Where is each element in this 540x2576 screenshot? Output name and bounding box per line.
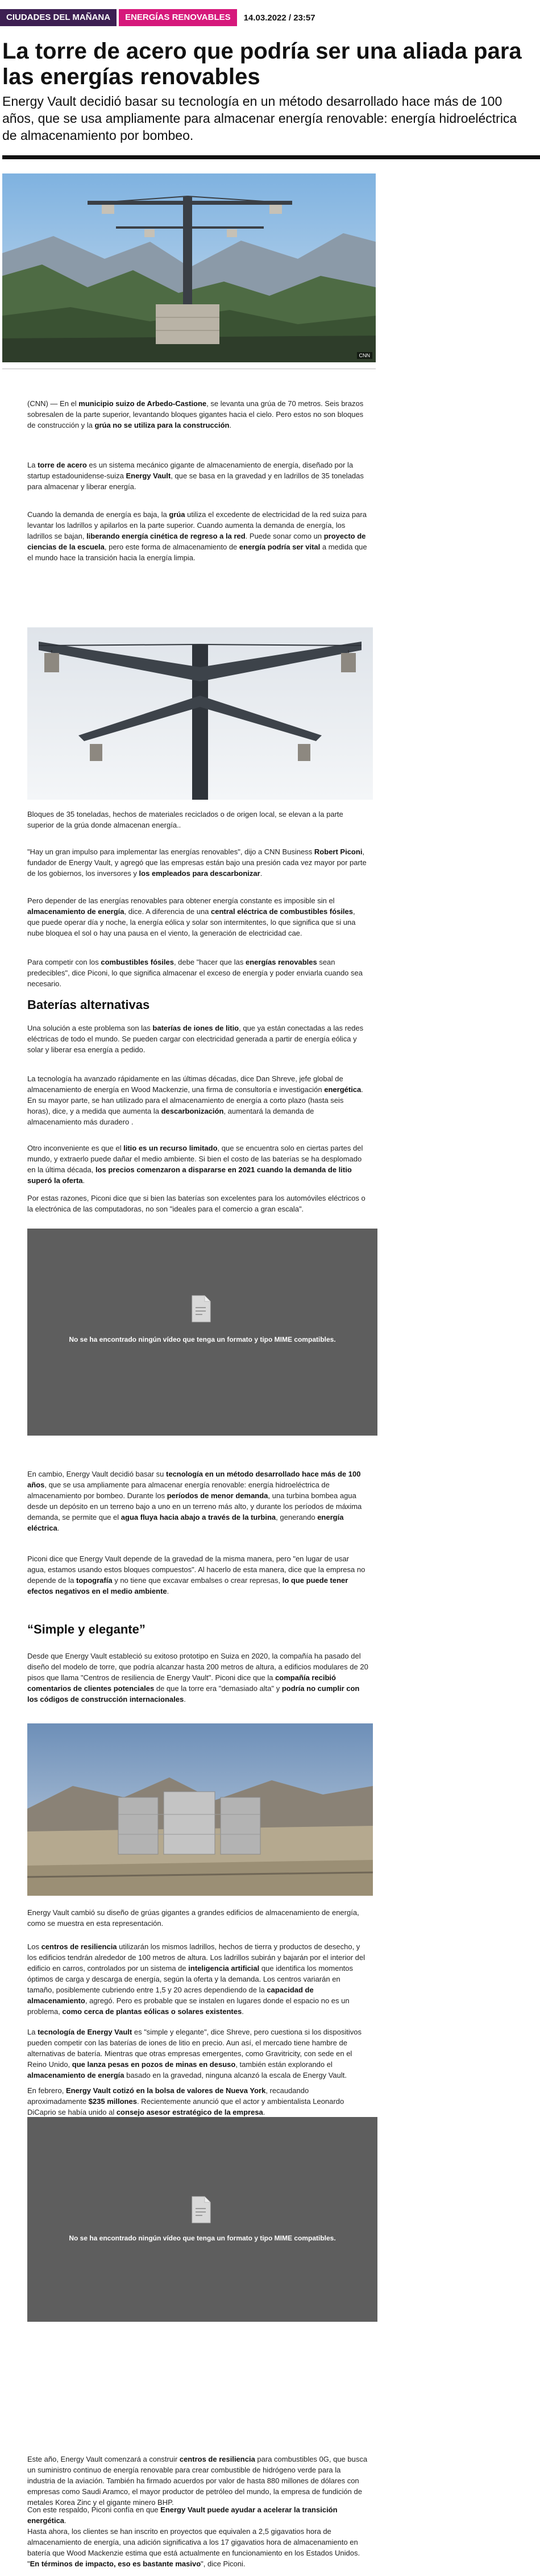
paragraph-11: Por estas razones, Piconi dice que si bien las baterías son excelentes para los automóviles eléctricos o la electrónica de las computadoras, no son "ideales para el comercio a gran escala". — [27, 1194, 365, 1213]
paragraph-2: La torre de acero es un sistema mecánico gigante de almacenamiento de energía, diseñado por la startup estadounidense-suiza Energy Vault, que se basa en la gravedad y en ladrillos de 35 toneladas para almacenar y liberar energía. — [27, 461, 364, 491]
paragraph-7: Para competir con los combustibles fósiles, debe "hacer que las energías renovables sean predecibles", dice Piconi, lo que significa almacenar el exceso de energía y poder enviarla cuando sea necesario. — [27, 958, 363, 988]
video-player-1[interactable] — [27, 1229, 377, 1436]
broken-file-icon — [190, 1295, 213, 1323]
paragraph-9: La tecnología ha avanzado rápidamente en las últimas décadas, dice Dan Shreve, jefe global de almacenamiento de energía en Wood Mackenzie, una firma de consultoría e investigación energética. En su mayor parte, se han utilizado para el almacenamiento de energía a corto plazo (hasta seis horas), dice, y a medida que aumenta la descarbonización, aumentará la demanda de almacenamiento más duradero . — [27, 1074, 363, 1126]
paragraph-12: En cambio, Energy Vault decidió basar su tecnología en un método desarrollado hace más de 100 años, que se usa ampliamente para almacenar energía renovable: energía hidroeléctrica de almacenamiento por bombeo. Durante los períodos de menor demanda, una turbina bombea agua desde un depósito en un terreno bajo a uno en un terreno más alto, y durante los períodos de máxima demanda, se permite que el agua fluya hacia abajo a través de la turbina, generando energía eléctrica. — [27, 1470, 362, 1532]
paragraph-1: (CNN) — En el municipio suizo de Arbedo-Castione, se levanta una grúa de 70 metros. Seis brazos sobresalen de la parte superior, levantando bloques gigantes hacia el cielo. Pero estos no son bloques de construcción y la grúa no se utiliza para la construcción. — [27, 399, 364, 429]
paragraph-8: Una solución a este problema son las baterías de iones de litio, que ya están conectadas a las redes eléctricas de todo el mundo. Se pueden cargar con electricidad generada a partir de energía eólica y solar y liberar esa energía a pedido. — [27, 1024, 364, 1054]
section-heading-baterias: Baterías alternativas — [27, 998, 150, 1012]
paragraph-14: Desde que Energy Vault estableció su exitoso prototipo en Suiza en 2020, la compañía ha pasado del diseño del modelo de torre, que podría alcanzar hasta 200 metros de altura, a edificios modulares de 20 pisos que llama "Centros de resiliencia de Energy Vault". Piconi dice que la compañía recibió comentarios de clientes potenciales de que la torre era "demasiado alta" y podría no cumplir con los códigos de construcción internacionales. — [27, 1652, 368, 1703]
paragraph-10: Otro inconveniente es que el litio es un recurso limitado, que se encuentra solo en ciertas partes del mundo, y extraerlo puede dañar el medio ambiente. Si bien el costo de las baterías se ha desplomado en la última década, los precios comenzaron a dispararse en 2021 cuando la demanda de litio superó la oferta. — [27, 1144, 363, 1185]
image-caption-blocks: Bloques de 35 toneladas, hechos de materiales reciclados o de origen local, se elevan a la parte superior de la grúa donde almacenan energía.. — [27, 810, 343, 829]
paragraph-19: Este año, Energy Vault comenzará a construir centros de resiliencia para combustibles 0G, que busca un suministro continuo de energía renovable para crear combustible de hidrógeno verde para la industria de la aviación. También ha firmado acuerdos por valor de hasta 880 millones de dólares con empresas como Saudi Aramco, el mayor productor de petróleo del mundo, la empresa de fundición de metales Korea Zinc y el gigante minero BHP. — [27, 2455, 368, 2507]
broken-file-icon — [190, 2195, 213, 2224]
paragraph-18: En febrero, Energy Vault cotizó en la bolsa de valores de Nueva York, recaudando aproximadamente $235 millones. Recientemente anunció que el actor y ambientalista Leonardo DiCaprio se había unido al consejo asesor estratégico de la empresa. — [27, 2086, 344, 2116]
video-error-message: No se ha encontrado ningún vídeo que tenga un formato y tipo MIME compatibles. — [69, 2234, 336, 2242]
image-caption-rendering: Energy Vault cambió su diseño de grúas gigantes a grandes edificios de almacenamiento de energía, como se muestra en esta representación. — [27, 1908, 359, 1928]
article-title: La torre de acero que podría ser una aliada para las energías renovables — [2, 39, 522, 89]
hero-image-crane-alps — [2, 173, 376, 362]
publish-date: 14.03.2022 / 23:57 — [243, 13, 315, 23]
paragraph-6: Pero depender de las energías renovables para obtener energía constante es imposible sin el almacenamiento de energía, dice. A diferencia de una central eléctrica de combustibles fósiles, que puede operar día y noche, la energía eólica y solar son intermitentes, lo que significa que si una nube bloquea el sol o hay una pausa en el viento, la generación de electricidad cae. — [27, 896, 356, 937]
paragraph-16: Los centros de resiliencia utilizarán los mismos ladrillos, hechos de tierra y productos de desecho, y los edificios tendrán alrededor de 100 metros de altura. Los ladrillos subirán y bajarán por el interior del edificio en carros, controlados por un sistema de inteligencia artificial que identifica los momentos óptimos de carga y descarga de energía, según la oferta y la demanda. Los centros variarán en tamaño, posiblemente cubriendo entre 1,5 y 20 acres dependiendo de la capacidad de almacenamiento, agregó. Pero es probable que se instalen en lugares donde el espacio no es un problema, como cerca de plantas eólicas o solares existentes. — [27, 1942, 365, 2016]
section-heading-simple: “Simple y elegante” — [27, 1622, 146, 1636]
paragraph-17: La tecnología de Energy Vault es "simple y elegante", dice Shreve, pero cuestiona si los dispositivos pueden competir con las baterías de iones de litio en precio. Aun así, el mercado tiene hambre de alternativas de batería. Mientras que otras empresas emergentes, como Gravitricity, con sede en el Reino Unido, que lanza pesas en pozos de minas en desuso, también están explorando el almacenamiento de energía basado en la gravedad, ninguna alcanzó la escala de Energy Vault. — [27, 2028, 362, 2079]
photo-credit: CNN — [357, 352, 373, 359]
resilience-center-rendering — [27, 1723, 373, 1896]
paragraph-5: "Hay un gran impulso para implementar las energías renovables", dijo a CNN Business Robert Piconi, fundador de Energy Vault, y agregó que las empresas están bajo una presión cada vez mayor por parte de los gobiernos, los inversores y los empleados para descarbonizar. — [27, 847, 367, 878]
category-tag-link[interactable]: ENERGÍAS RENOVABLES — [119, 9, 237, 26]
category-tag-bar — [0, 9, 315, 26]
section-tag-link[interactable]: CIUDADES DEL MAÑANA — [0, 9, 117, 26]
paragraph-21: Hasta ahora, los clientes se han inscrito en proyectos que equivalen a 2,5 gigavatios hora de almacenamiento de energía, una adición significativa a los 17 gigavatios hora de almacenamiento en batería que Wood Mackenzie estima que está actualmente en funcionamiento en los Estados Unidos. "En términos de impacto, eso es bastante masivo", dice Piconi. — [27, 2527, 360, 2568]
crane-arms-image — [27, 627, 373, 800]
header-divider — [2, 155, 540, 159]
article-lede: Energy Vault decidió basar su tecnología en un método desarrollado hace más de 100 años, que se usa ampliamente para almacenar energía renovable: energía hidroeléctrica de almacenamiento por bombeo. — [2, 94, 517, 143]
video-player-2[interactable] — [27, 2117, 377, 2322]
paragraph-3: Cuando la demanda de energía es baja, la grúa utiliza el excedente de electricidad de la red suiza para levantar los ladrillos y apilarlos en la parte superior. Cuando aumenta la demanda de energía, los ladrillos se bajan, liberando energía cinética de regreso a la red. Puede sonar como un proyecto de ciencias de la escuela, pero este forma de almacenamiento de energía podría ser vital a medida que el mundo hace la transición hacia la energía limpia. — [27, 510, 367, 562]
video-error-message: No se ha encontrado ningún vídeo que tenga un formato y tipo MIME compatibles. — [69, 1335, 336, 1343]
paragraph-13: Piconi dice que Energy Vault depende de la gravedad de la misma manera, pero "en lugar de usar agua, estamos usando estos bloques compuestos". Al hacerlo de esta manera, dice que la empresa no depende de la topografía y no tiene que excavar embalses o crear represas, lo que puede tener efectos negativos en el medio ambiente. — [27, 1554, 365, 1595]
paragraph-20: Con este respaldo, Piconi confía en que Energy Vault puede ayudar a acelerar la transición energética. — [27, 2505, 338, 2525]
